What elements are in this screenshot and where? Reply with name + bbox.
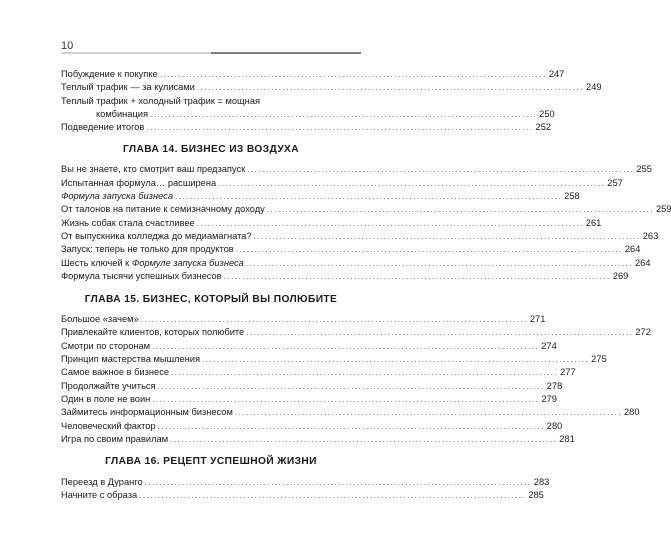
toc-entry-title-italic: Формуле запуска бизнеса (131, 257, 244, 268)
toc-leader-dots: ........................................................................................................ (150, 109, 538, 119)
toc-entry-page: 258 (564, 191, 580, 202)
toc-entry-page: 263 (642, 230, 659, 241)
toc-entry-title: Переезд в Дуранго (61, 477, 143, 488)
toc-entry[interactable] (61, 313, 546, 326)
toc-leader-dots: ........................................................................................................ (171, 368, 559, 378)
toc-entry[interactable] (61, 121, 552, 134)
toc-entry-page: 271 (529, 314, 546, 325)
toc-entry-page: 281 (559, 433, 575, 444)
toc-entry[interactable] (61, 203, 671, 216)
toc-entry-page: 252 (535, 122, 552, 133)
toc-leader-dots: ........................................................................................................ (246, 328, 634, 338)
toc-entry-page: 261 (585, 217, 602, 228)
toc-leader-dots: ........................................................................................................ (175, 192, 563, 202)
toc-entry[interactable] (61, 406, 640, 419)
toc-entry[interactable] (61, 163, 652, 176)
toc-leader-dots: ........................................................................................................ (170, 434, 558, 444)
toc-entry[interactable] (61, 257, 651, 270)
toc-entry-title: Смотри по сторонам (61, 340, 151, 351)
toc-entry-page: 249 (586, 82, 602, 93)
toc-leader-dots: ........................................................................................................ (202, 355, 590, 365)
toc-entry[interactable] (61, 190, 580, 203)
toc-leader-dots: ........................................................................................................ (157, 381, 545, 391)
toc-entry-page: 259 (655, 204, 671, 215)
toc-intro-section (61, 68, 602, 134)
toc-entry-title: Подведение итогов (61, 122, 145, 133)
toc-entry-title: Жизнь собак стала счастливее (61, 217, 195, 228)
toc-entry-title-continued: комбинация (96, 108, 149, 119)
toc-entry-title (61, 257, 244, 270)
toc-entry-page: 275 (591, 354, 607, 365)
toc-entry-title: Привлекайте клиентов, которых полюбите (61, 327, 245, 338)
toc-entry-page: 280 (624, 407, 640, 418)
toc-leader-dots: ........................................................................................................ (152, 394, 540, 404)
toc-entry[interactable] (61, 433, 575, 446)
toc-entry-title: От выпускника колледжа до медиамагната? (61, 230, 252, 241)
chapter-heading: ГЛАВА 15. БИЗНЕС, КОТОРЫЙ ВЫ ПОЛЮБИТЕ (84, 294, 338, 306)
toc-entry-title: Побуждение к покупке (61, 69, 158, 79)
toc-leader-dots: ........................................................................................................ (159, 70, 547, 79)
toc-leader-dots: ........................................................................................................ (218, 178, 606, 188)
toc-entry-title: Принцип мастерства мышления (61, 354, 201, 365)
toc-leader-dots: ........................................................................................................ (144, 478, 532, 488)
toc-entry[interactable] (61, 230, 659, 243)
toc-entry[interactable] (61, 340, 557, 353)
chapter-heading: ГЛАВА 14. БИЗНЕС ИЗ ВОЗДУХА (122, 144, 300, 156)
toc-leader-dots: ........................................................................................................ (235, 245, 623, 255)
toc-entry-title: Начните с образа (61, 490, 138, 501)
toc-entry-title: Испытанная формула… расширена (61, 177, 217, 188)
toc-entry[interactable] (61, 81, 602, 94)
toc-entry-page: 272 (635, 327, 651, 338)
toc-entry-page: 247 (548, 69, 565, 79)
toc-leader-dots: ........................................................................................................ (253, 231, 641, 241)
toc-leader-dots: ........................................................................................................ (266, 205, 654, 215)
toc-entry[interactable] (61, 68, 565, 81)
toc-entry-page: 280 (546, 420, 563, 431)
toc-entry-title-prefix: Шесть ключей к (61, 257, 132, 268)
toc-entry-page: 274 (541, 340, 557, 351)
toc-entry[interactable] (61, 217, 602, 230)
toc-chapter-16 (61, 476, 550, 503)
toc-leader-dots: ........................................................................................................ (234, 408, 623, 418)
toc-entry[interactable] (61, 476, 550, 489)
toc-entry-title: Вы не знаете, кто смотрит ваш предзапуск (61, 164, 246, 175)
toc-entry-title: Займитесь информационным бизнесом (61, 407, 233, 418)
toc-leader-dots: ........................................................................................................ (223, 271, 611, 281)
toc-entry[interactable] (61, 326, 651, 339)
toc-entry[interactable] (61, 380, 563, 393)
toc-entry-title: Продолжайте учиться (61, 380, 156, 391)
page-header (61, 36, 361, 54)
toc-entry-title: Самое важное в бизнесе (61, 367, 170, 378)
toc-entry-title: Формула тысячи успешных бизнесов (61, 270, 222, 281)
page-number: 10 (61, 40, 74, 52)
toc-entry[interactable] (61, 393, 557, 406)
toc-entry[interactable] (61, 353, 607, 366)
toc-leader-dots: ........................................................................................................ (247, 165, 635, 175)
toc-entry-title: Игра по своим правилам (61, 433, 169, 444)
header-rule (61, 52, 361, 54)
table-of-contents (61, 68, 671, 503)
toc-entry-title: Один в поле не воин (61, 393, 151, 404)
toc-entry[interactable] (61, 95, 555, 122)
toc-entry[interactable] (61, 489, 544, 502)
toc-entry-page: 285 (528, 490, 544, 501)
chapter-heading: ГЛАВА 16. РЕЦЕПТ УСПЕШНОЙ ЖИЗНИ (105, 456, 317, 468)
toc-entry-title: Теплый трафик — за кулисами (61, 82, 195, 93)
toc-entry[interactable] (61, 270, 629, 283)
toc-entry-page: 277 (560, 367, 576, 378)
toc-entry-page: 278 (546, 380, 563, 391)
toc-entry-page: 269 (612, 270, 629, 281)
toc-chapter-15 (61, 313, 651, 446)
toc-entry-page: 257 (607, 177, 623, 188)
toc-chapter-14 (61, 163, 671, 283)
toc-leader-dots: ........................................................................................................ (146, 123, 534, 133)
toc-leader-dots: ........................................................................................................ (140, 315, 528, 325)
toc-entry-page: 255 (636, 164, 652, 175)
toc-entry-title: Большое «зачем» (61, 314, 139, 325)
toc-leader-dots: ........................................................................................................ (139, 491, 527, 501)
toc-entry[interactable] (61, 420, 563, 433)
toc-entry-page: 250 (539, 108, 555, 119)
toc-entry-title: Запуск: теперь не только для продуктов (61, 244, 234, 255)
toc-entry-page: 279 (541, 393, 557, 404)
toc-leader-dots: ........................................................................................................ (245, 258, 633, 268)
toc-entry-page: 283 (533, 477, 550, 488)
toc-entry-page: 264 (635, 257, 651, 268)
toc-entry-page: 264 (624, 244, 641, 255)
toc-leader-dots: ........................................................................................................ (152, 341, 540, 351)
toc-entry-title: Теплый трафик + холодный трафик = мощная (61, 95, 261, 106)
toc-entry[interactable] (61, 243, 641, 256)
toc-leader-dots: ........................................................................................................ (196, 218, 584, 228)
toc-entry-title: Формула запуска бизнеса (61, 191, 173, 202)
toc-leader-dots: ........................................................................................................ (157, 421, 545, 431)
toc-entry-title: Человеческий фактор (61, 420, 156, 431)
toc-entry[interactable] (61, 366, 576, 379)
toc-entry-title: От талонов на питание к семизначному доходу (61, 204, 265, 215)
toc-leader-dots: ........................................................................................................ (196, 83, 585, 93)
toc-entry[interactable] (61, 177, 623, 190)
